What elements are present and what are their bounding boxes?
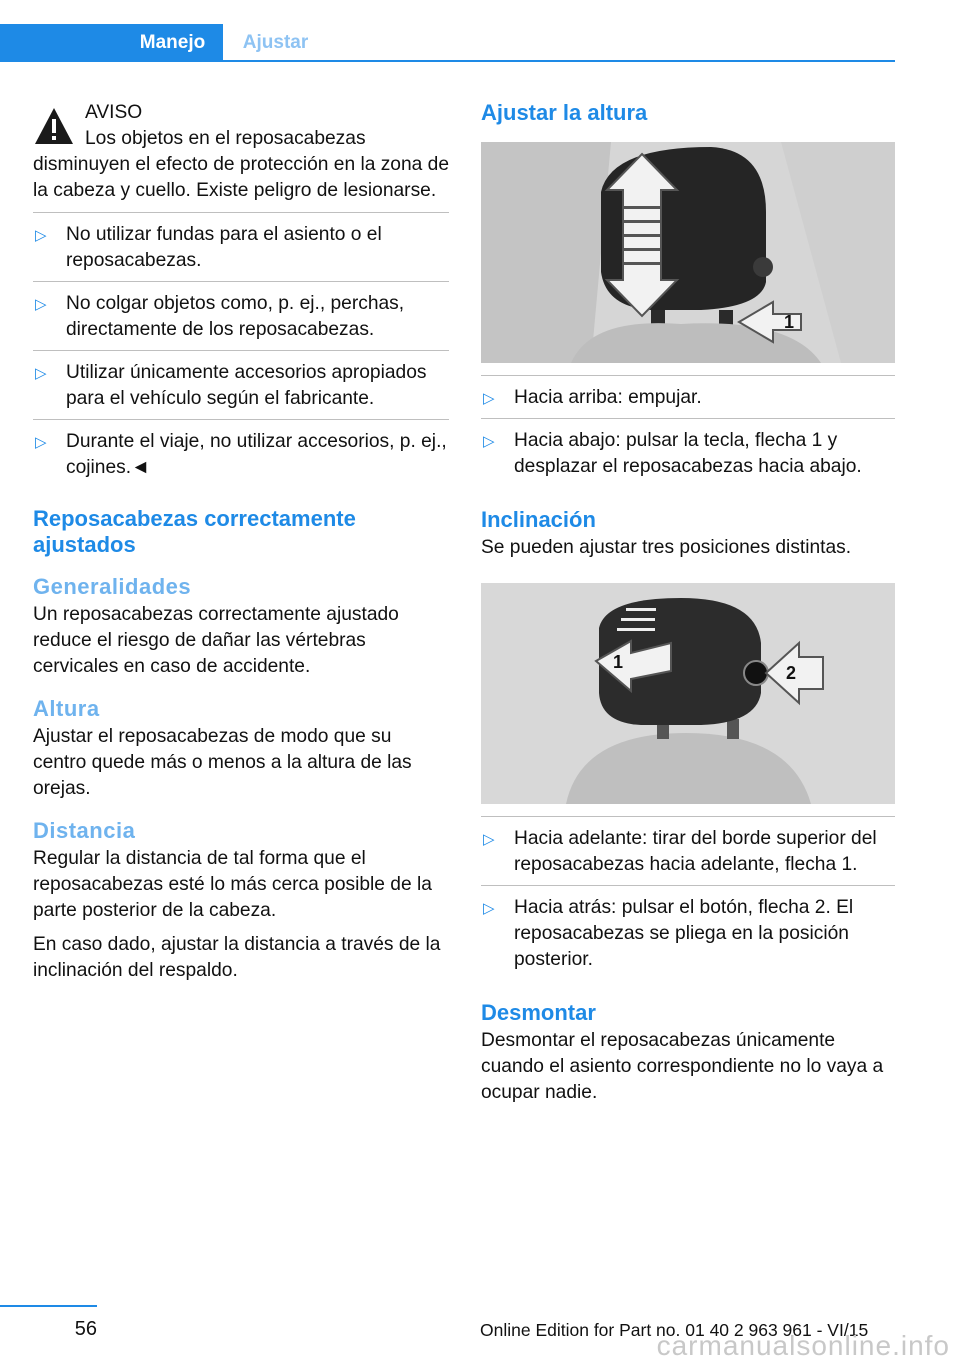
distancia-text-1: Regular la distancia de tal forma que el reposacabezas esté lo más cerca posible de la parte posterior de la cabeza. [33,848,432,921]
header-tabbar [0,24,895,62]
list-item: ▷ Hacia arriba: empujar. [481,375,895,418]
list-item: ▷ Hacia adelante: tirar del borde superior del reposacabezas hacia adelante, flecha 1. [481,816,895,885]
triangle-bullet-icon: ▷ [483,900,495,917]
warning-text: Los objetos en el reposacabezas disminuyen el efecto de protección en la zona de la cabeza y cuello. Existe peligro de lesionarse. [33,128,449,201]
distancia-heading: Distancia [33,818,136,843]
inclinacion-text: Se pueden ajustar tres posiciones distintas. [481,537,852,558]
headrest-height-illustration [481,142,895,363]
triangle-bullet-icon: ▷ [483,831,495,848]
altura-text: Ajustar el reposacabezas de modo que su centro quede más o menos a la altura de las orejas. [33,726,412,799]
tab-manejo[interactable]: Manejo [122,24,223,62]
warning-triangle-icon [33,106,75,146]
generalidades-heading: Generalidades [33,574,192,599]
list-item: ▷ Utilizar únicamente accesorios apropiados para el vehículo según el fabricante. [33,350,449,419]
tilt-list [481,816,895,980]
header-rule [223,60,895,62]
list-item: ▷ No colgar objetos como, p. ej., perchas, directamente de los reposacabezas. [33,281,449,350]
warning-list [33,212,449,488]
headrest-tilt-illustration [481,583,895,804]
inclinacion-heading: Inclinación [481,507,596,532]
triangle-bullet-icon: ▷ [35,296,47,313]
desmontar-text: Desmontar el reposacabezas únicamente cuando el asiento correspondiente no lo vaya a ocupar nadie. [481,1030,884,1103]
figure-label-1: 1 [613,652,624,672]
section-title: Reposacabezas correctamente ajustados [33,506,356,557]
desmontar-heading: Desmontar [481,1000,596,1025]
distancia-text-2: En caso dado, ajustar la distancia a través de la inclinación del respaldo. [33,934,441,981]
list-item: ▷ Hacia abajo: pulsar la tecla, flecha 1 y desplazar el reposacabezas hacia abajo. [481,418,895,487]
headrest-tilt-figure [481,583,895,804]
watermark: carmanualsonline.info [656,1330,950,1361]
triangle-bullet-icon: ▷ [35,365,47,382]
header-accent-strip [0,24,122,62]
figure-label-1: 1 [784,312,795,332]
tab-ajustar[interactable]: Ajustar [242,32,309,53]
triangle-bullet-icon: ▷ [483,433,495,450]
list-item: ▷ Durante el viaje, no utilizar accesorios, p. ej., cojines.◄ [33,419,449,488]
triangle-bullet-icon: ▷ [35,434,47,451]
ajustar-altura-heading: Ajustar la altura [481,100,648,125]
warning-block [33,100,449,204]
warning-title: AVISO [85,102,143,123]
left-column [33,100,449,992]
footer-rule [0,1305,97,1307]
figure-label-2: 2 [786,663,797,683]
page-number: 56 [74,1318,97,1340]
edition-footer: Online Edition for Part no. 01 40 2 963 961 - VI/15 [480,1320,869,1340]
triangle-bullet-icon: ▷ [35,227,47,244]
height-list [481,375,895,487]
headrest-height-figure [481,142,895,363]
right-column [481,100,895,1114]
triangle-bullet-icon: ▷ [483,390,495,407]
altura-heading: Altura [33,696,100,721]
generalidades-text: Un reposacabezas correctamente ajustado reduce el riesgo de dañar las vértebras cervicales en caso de accidente. [33,604,399,677]
list-item: ▷ No utilizar fundas para el asiento o el reposacabezas. [33,212,449,281]
list-item: ▷ Hacia atrás: pulsar el botón, flecha 2. El reposacabezas se pliega en la posición posterior. [481,885,895,980]
